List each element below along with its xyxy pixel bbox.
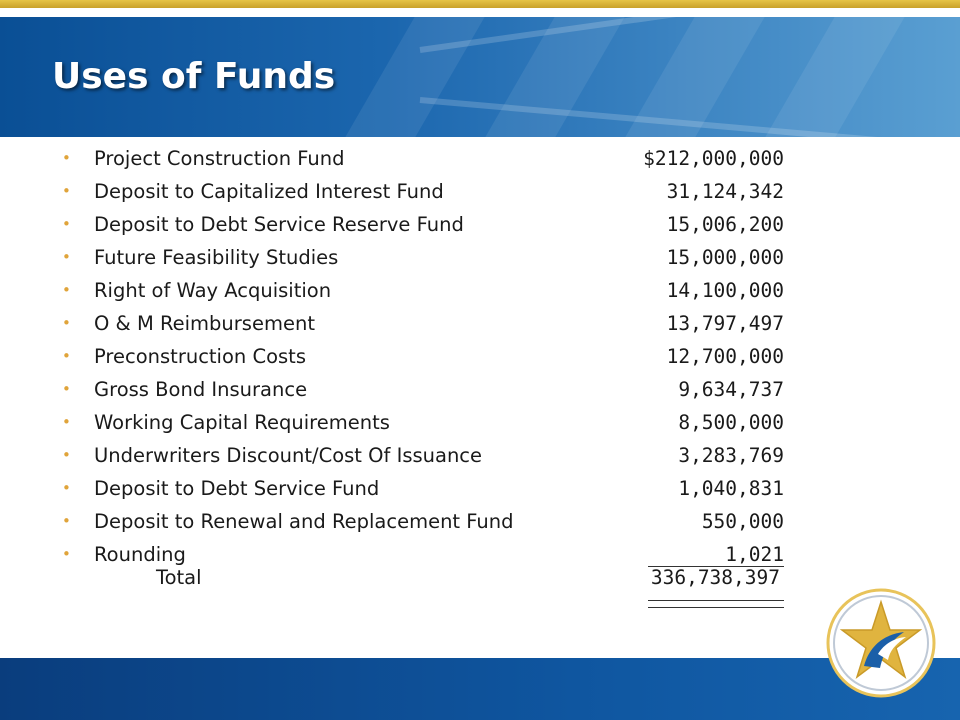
uses-row: [62, 373, 822, 406]
uses-label: Rounding: [94, 543, 186, 566]
uses-row: [62, 340, 822, 373]
uses-amount: 15,000,000: [666, 246, 784, 269]
uses-amount: 9,634,737: [678, 378, 784, 401]
total-value: 336,738,397: [650, 566, 780, 589]
uses-label: Preconstruction Costs: [94, 345, 306, 368]
bullet-dot-icon: •: [62, 479, 71, 497]
bullet-dot-icon: •: [62, 446, 71, 464]
total-label: Total: [156, 566, 202, 589]
bullet-dot-icon: •: [62, 512, 71, 530]
uses-amount: $212,000,000: [643, 147, 784, 170]
uses-label: Right of Way Acquisition: [94, 279, 332, 302]
header-decor: [765, 17, 904, 137]
bullet-dot-icon: •: [62, 380, 71, 398]
bullet-dot-icon: •: [62, 281, 71, 299]
uses-amount: 14,100,000: [666, 279, 784, 302]
bullet-dot-icon: •: [62, 248, 71, 266]
uses-row: [62, 505, 822, 538]
bullet-dot-icon: •: [62, 149, 71, 167]
total-double-rule-top: [648, 600, 784, 601]
uses-amount: 12,700,000: [666, 345, 784, 368]
uses-label: Deposit to Debt Service Fund: [94, 477, 380, 500]
uses-row: [62, 175, 822, 208]
uses-amount: 8,500,000: [678, 411, 784, 434]
slide-title: Uses of Funds: [52, 56, 336, 97]
uses-label: Underwriters Discount/Cost Of Issuance: [94, 444, 483, 467]
bullet-dot-icon: •: [62, 182, 71, 200]
uses-row: [62, 472, 822, 505]
header-decor: [345, 17, 484, 137]
uses-label: Working Capital Requirements: [94, 411, 390, 434]
bullet-dot-icon: •: [62, 545, 71, 563]
top-gold-bar: [0, 0, 960, 8]
footer-band: [0, 658, 960, 720]
uses-list: [62, 142, 822, 571]
uses-label: Deposit to Debt Service Reserve Fund: [94, 213, 464, 236]
total-row: [94, 566, 794, 592]
uses-amount: 15,006,200: [666, 213, 784, 236]
total-double-rule-bottom: [648, 607, 784, 608]
uses-amount: 31,124,342: [666, 180, 784, 203]
uses-row: [62, 307, 822, 340]
uses-row: [62, 142, 822, 175]
uses-row: [62, 274, 822, 307]
uses-amount: 1,021: [725, 543, 784, 566]
uses-row: [62, 241, 822, 274]
uses-label: Project Construction Fund: [94, 147, 345, 170]
uses-label: O & M Reimbursement: [94, 312, 315, 335]
uses-amount: 1,040,831: [678, 477, 784, 500]
uses-label: Future Feasibility Studies: [94, 246, 339, 269]
star-seal-icon: [826, 588, 936, 698]
bullet-dot-icon: •: [62, 215, 71, 233]
uses-row: [62, 439, 822, 472]
uses-amount: 3,283,769: [678, 444, 784, 467]
uses-label: Deposit to Renewal and Replacement Fund: [94, 510, 514, 533]
bullet-dot-icon: •: [62, 314, 71, 332]
bullet-dot-icon: •: [62, 347, 71, 365]
bullet-dot-icon: •: [62, 413, 71, 431]
uses-label: Gross Bond Insurance: [94, 378, 308, 401]
uses-row: [62, 406, 822, 439]
uses-amount: 13,797,497: [666, 312, 784, 335]
uses-amount: 550,000: [701, 510, 784, 533]
uses-row: [62, 208, 822, 241]
uses-label: Deposit to Capitalized Interest Fund: [94, 180, 444, 203]
